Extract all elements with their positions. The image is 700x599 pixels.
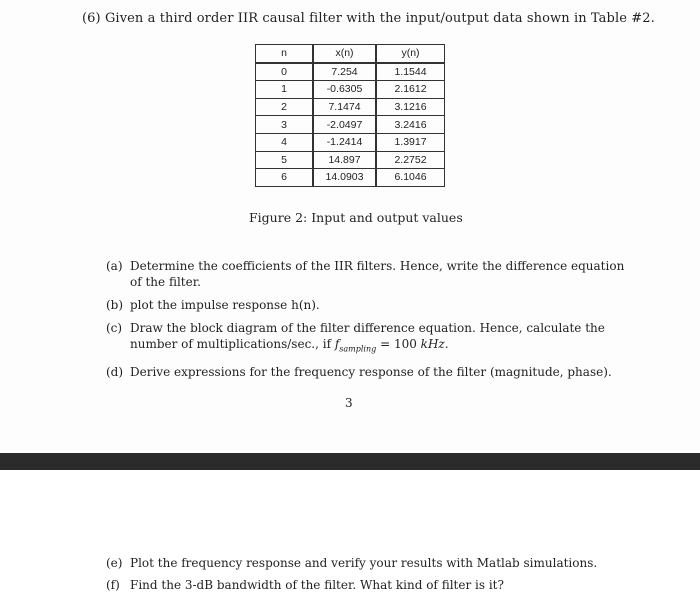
figure-caption: Figure 2: Input and output values — [249, 210, 463, 225]
table-cell-x: 14.0903 — [313, 169, 376, 187]
part-c-end: . — [444, 337, 449, 351]
table-cell-y: 6.1046 — [376, 169, 445, 187]
table-row — [256, 116, 445, 134]
table-header-n: n — [256, 45, 314, 63]
table-row — [256, 151, 445, 169]
part-c-text: Draw the block diagram of the filter difference equation. Hence, calculate the number of multiplications/sec., if — [130, 321, 605, 351]
table-row — [256, 133, 445, 151]
table-cell-n: 2 — [256, 98, 314, 116]
table-header-y: y(n) — [376, 45, 445, 63]
part-text: Find the 3-dB bandwidth of the filter. What kind of filter is it? — [130, 578, 504, 592]
table-cell-n: 3 — [256, 116, 314, 134]
table-cell-x: 7.254 — [313, 63, 376, 81]
sampling-equals: = 100 — [376, 337, 421, 351]
part-text: Plot the frequency response and verify your results with Matlab simulations. — [130, 556, 598, 570]
part-text: Derive expressions for the frequency response of the filter (magnitude, phase). — [130, 365, 612, 380]
table-cell-x: -1.2414 — [313, 133, 376, 151]
table-cell-y: 2.1612 — [376, 81, 445, 99]
part-f — [106, 577, 626, 593]
part-c — [106, 320, 626, 357]
question-parts-next-page — [106, 555, 626, 599]
part-label: (c) — [106, 321, 123, 335]
part-label: (d) — [106, 365, 124, 380]
page-number: 3 — [345, 396, 353, 410]
table-cell-y: 3.1216 — [376, 98, 445, 116]
table-cell-y: 1.1544 — [376, 63, 445, 81]
page-separator — [0, 453, 700, 470]
table-cell-x: -2.0497 — [313, 116, 376, 134]
question-parts — [106, 258, 626, 387]
part-d — [106, 364, 626, 380]
table-cell-x: 7.1474 — [313, 98, 376, 116]
table-cell-y: 3.2416 — [376, 116, 445, 134]
part-a — [106, 258, 626, 290]
question-text: (6) Given a third order IIR causal filter with the input/output data shown in Table #2. — [82, 11, 655, 26]
table-row — [256, 169, 445, 187]
table-cell-n: 4 — [256, 133, 314, 151]
table-cell-n: 5 — [256, 151, 314, 169]
table-cell-n: 1 — [256, 81, 314, 99]
data-table — [255, 44, 445, 187]
part-b — [106, 297, 626, 313]
part-e — [106, 555, 626, 571]
table-cell-y: 2.2752 — [376, 151, 445, 169]
table-header-x: x(n) — [313, 45, 376, 63]
table-row — [256, 63, 445, 81]
part-label: (e) — [106, 556, 123, 570]
part-label: (a) — [106, 259, 123, 273]
part-text: plot the impulse response h(n). — [130, 298, 320, 312]
table-row — [256, 81, 445, 99]
part-text: Determine the coefficients of the IIR filters. Hence, write the difference equation of the filter. — [130, 259, 625, 289]
sampling-subscript: sampling — [339, 344, 377, 354]
table-header-row — [256, 45, 445, 63]
table-cell-n: 6 — [256, 169, 314, 187]
table-row — [256, 98, 445, 116]
table-cell-x: -0.6305 — [313, 81, 376, 99]
part-label: (b) — [106, 298, 124, 312]
part-label: (f) — [106, 578, 120, 592]
table-cell-y: 1.3917 — [376, 133, 445, 151]
sampling-frequency-symbol: f — [334, 337, 340, 351]
part-text — [130, 320, 626, 357]
frequency-unit: kHz — [420, 337, 445, 351]
table-cell-n: 0 — [256, 63, 314, 81]
table-cell-x: 14.897 — [313, 151, 376, 169]
